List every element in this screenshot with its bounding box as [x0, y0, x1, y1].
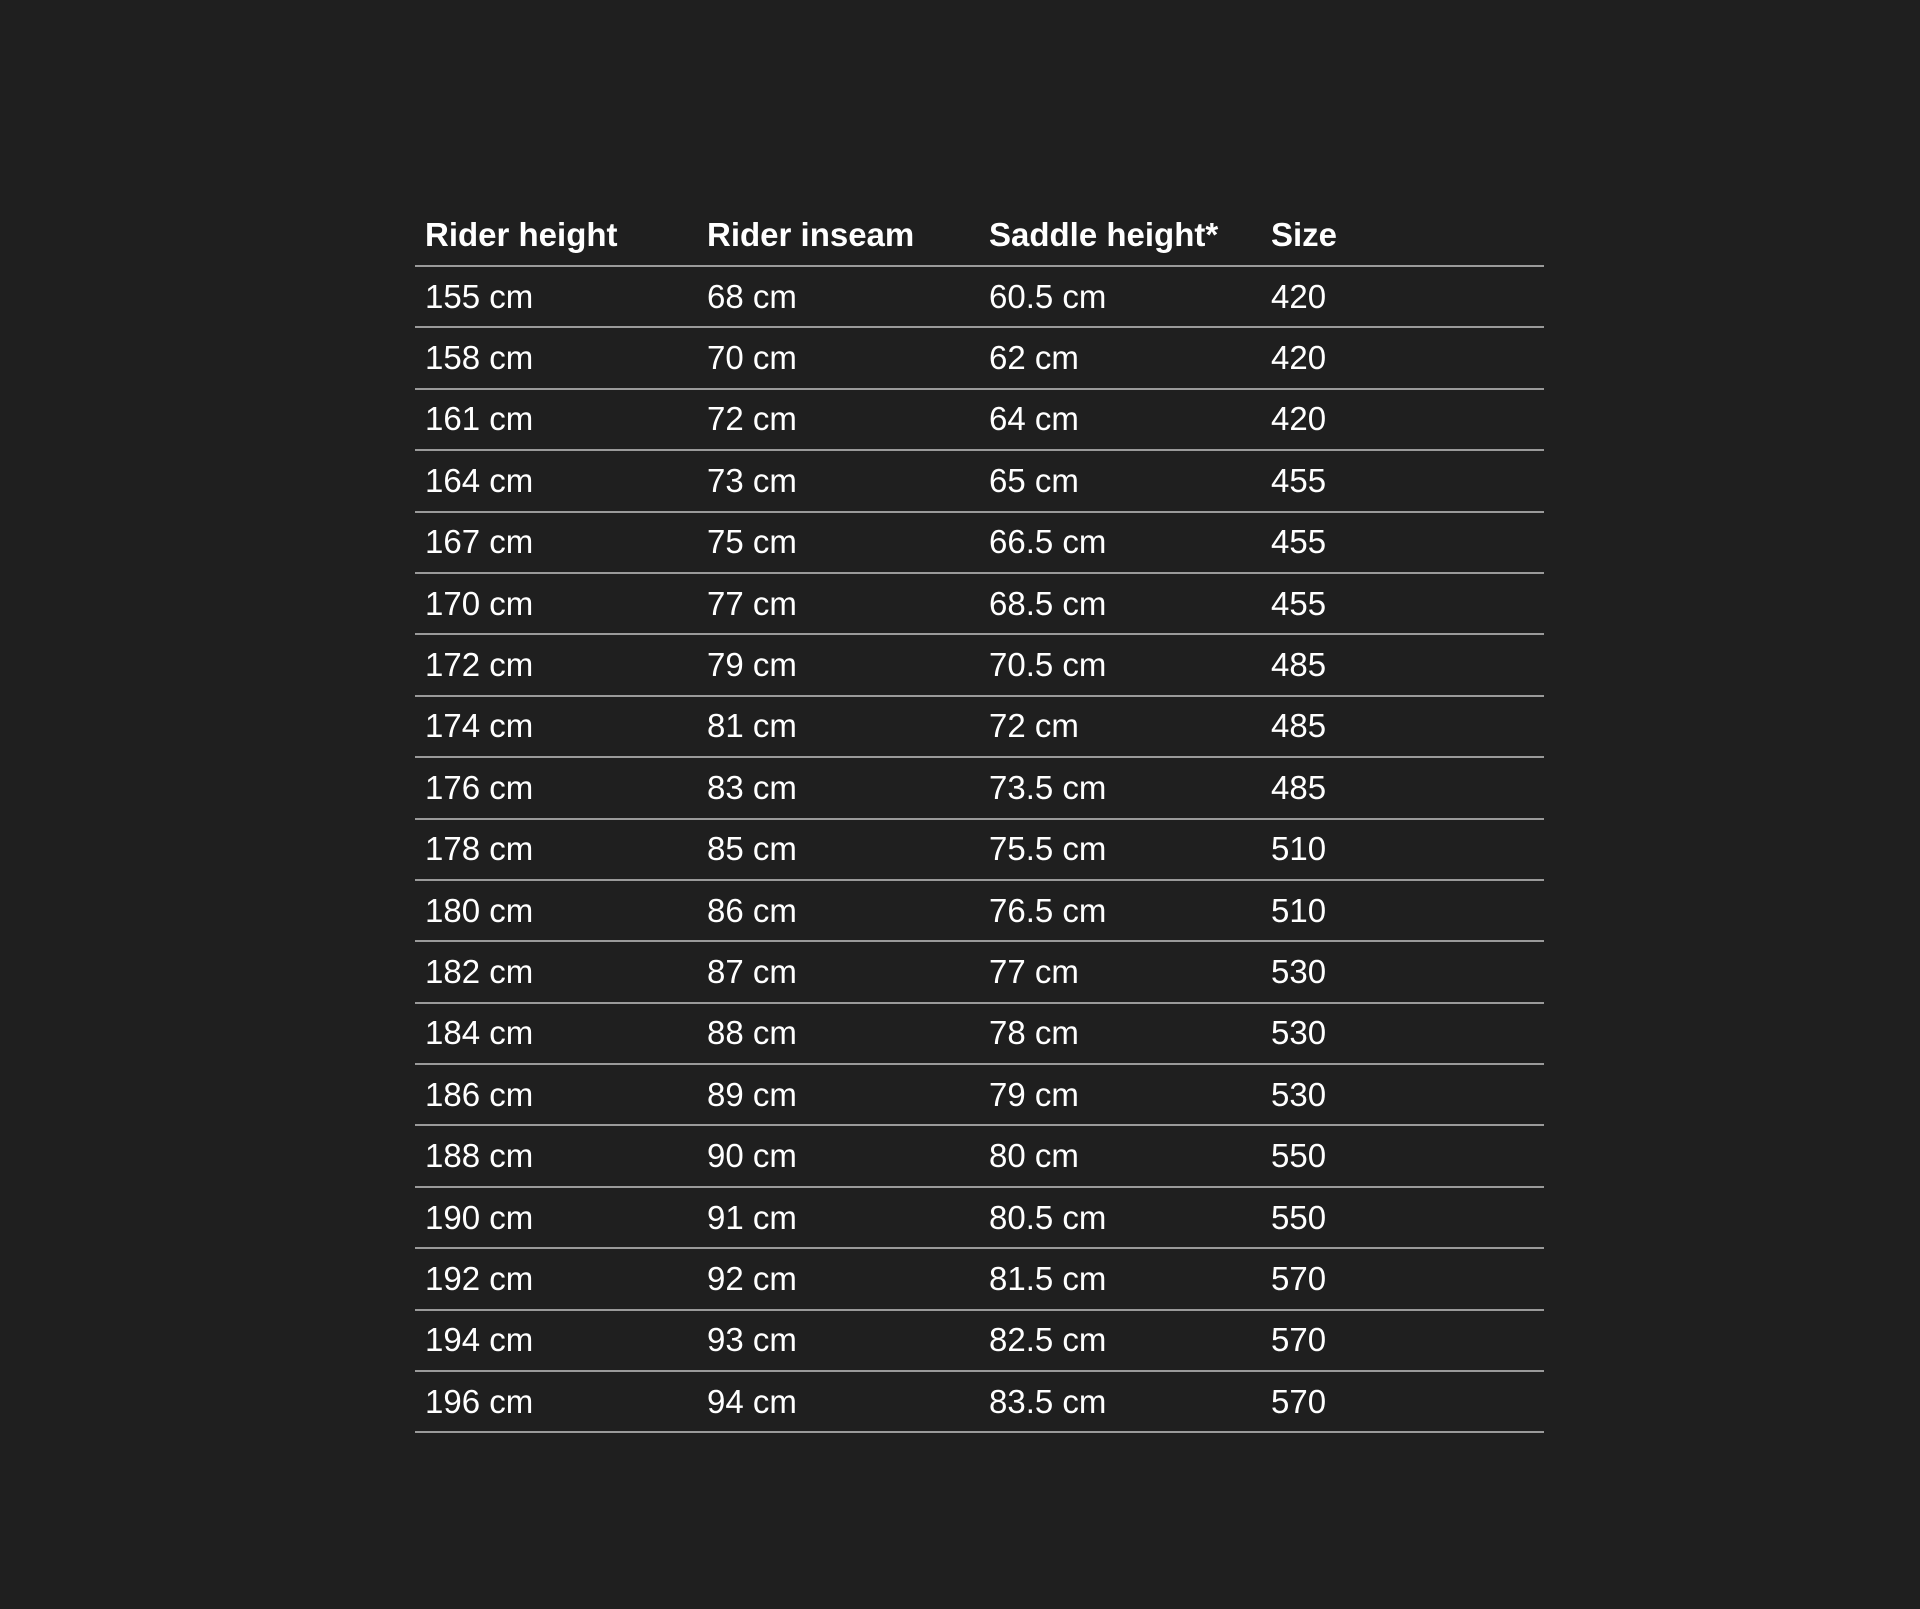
table-body — [415, 266, 1544, 1432]
cell-rider-height: 180 cm — [415, 880, 697, 941]
table-row — [415, 819, 1544, 880]
cell-rider-inseam: 68 cm — [697, 266, 979, 327]
cell-rider-height: 182 cm — [415, 941, 697, 1002]
cell-rider-height: 167 cm — [415, 512, 697, 573]
cell-rider-height: 184 cm — [415, 1003, 697, 1064]
cell-rider-inseam: 72 cm — [697, 389, 979, 450]
cell-saddle-height: 65 cm — [979, 450, 1261, 511]
cell-saddle-height: 70.5 cm — [979, 634, 1261, 695]
cell-size: 420 — [1261, 266, 1544, 327]
cell-rider-inseam: 90 cm — [697, 1125, 979, 1186]
table-row — [415, 1187, 1544, 1248]
cell-rider-height: 158 cm — [415, 327, 697, 388]
cell-saddle-height: 80.5 cm — [979, 1187, 1261, 1248]
cell-rider-height: 194 cm — [415, 1310, 697, 1371]
cell-size: 510 — [1261, 880, 1544, 941]
cell-rider-inseam: 92 cm — [697, 1248, 979, 1309]
cell-saddle-height: 62 cm — [979, 327, 1261, 388]
cell-saddle-height: 60.5 cm — [979, 266, 1261, 327]
table-row — [415, 757, 1544, 818]
cell-size: 530 — [1261, 1003, 1544, 1064]
cell-saddle-height: 72 cm — [979, 696, 1261, 757]
cell-size: 420 — [1261, 327, 1544, 388]
cell-saddle-height: 79 cm — [979, 1064, 1261, 1125]
header-row — [415, 205, 1544, 266]
cell-saddle-height: 66.5 cm — [979, 512, 1261, 573]
cell-rider-height: 186 cm — [415, 1064, 697, 1125]
table-row — [415, 512, 1544, 573]
cell-rider-height: 161 cm — [415, 389, 697, 450]
header-saddle-height: Saddle height* — [979, 205, 1261, 266]
size-chart-table — [415, 205, 1544, 1433]
cell-size: 455 — [1261, 573, 1544, 634]
cell-saddle-height: 77 cm — [979, 941, 1261, 1002]
cell-size: 485 — [1261, 757, 1544, 818]
cell-saddle-height: 82.5 cm — [979, 1310, 1261, 1371]
cell-saddle-height: 83.5 cm — [979, 1371, 1261, 1432]
cell-rider-height: 192 cm — [415, 1248, 697, 1309]
cell-size: 485 — [1261, 696, 1544, 757]
cell-rider-inseam: 87 cm — [697, 941, 979, 1002]
cell-rider-inseam: 93 cm — [697, 1310, 979, 1371]
cell-saddle-height: 75.5 cm — [979, 819, 1261, 880]
table-header — [415, 205, 1544, 266]
table-row — [415, 327, 1544, 388]
table-row — [415, 634, 1544, 695]
cell-rider-height: 196 cm — [415, 1371, 697, 1432]
cell-rider-height: 178 cm — [415, 819, 697, 880]
cell-size: 485 — [1261, 634, 1544, 695]
cell-saddle-height: 68.5 cm — [979, 573, 1261, 634]
table-row — [415, 696, 1544, 757]
cell-size: 510 — [1261, 819, 1544, 880]
cell-size: 550 — [1261, 1187, 1544, 1248]
cell-saddle-height: 73.5 cm — [979, 757, 1261, 818]
cell-rider-height: 170 cm — [415, 573, 697, 634]
cell-size: 455 — [1261, 512, 1544, 573]
cell-rider-height: 164 cm — [415, 450, 697, 511]
cell-rider-height: 176 cm — [415, 757, 697, 818]
cell-rider-inseam: 88 cm — [697, 1003, 979, 1064]
cell-size: 455 — [1261, 450, 1544, 511]
table-row — [415, 941, 1544, 1002]
cell-rider-height: 155 cm — [415, 266, 697, 327]
table-row — [415, 573, 1544, 634]
cell-size: 530 — [1261, 1064, 1544, 1125]
cell-rider-height: 188 cm — [415, 1125, 697, 1186]
cell-rider-inseam: 85 cm — [697, 819, 979, 880]
table-row — [415, 880, 1544, 941]
cell-rider-inseam: 75 cm — [697, 512, 979, 573]
cell-size: 420 — [1261, 389, 1544, 450]
table-row — [415, 1310, 1544, 1371]
cell-rider-inseam: 94 cm — [697, 1371, 979, 1432]
cell-rider-height: 190 cm — [415, 1187, 697, 1248]
header-rider-height: Rider height — [415, 205, 697, 266]
cell-saddle-height: 80 cm — [979, 1125, 1261, 1186]
cell-size: 530 — [1261, 941, 1544, 1002]
cell-rider-height: 174 cm — [415, 696, 697, 757]
table-row — [415, 1371, 1544, 1432]
cell-saddle-height: 64 cm — [979, 389, 1261, 450]
cell-size: 570 — [1261, 1371, 1544, 1432]
cell-rider-inseam: 77 cm — [697, 573, 979, 634]
table-row — [415, 1003, 1544, 1064]
cell-rider-inseam: 86 cm — [697, 880, 979, 941]
table-row — [415, 1248, 1544, 1309]
cell-rider-inseam: 83 cm — [697, 757, 979, 818]
cell-rider-inseam: 91 cm — [697, 1187, 979, 1248]
cell-rider-inseam: 81 cm — [697, 696, 979, 757]
cell-rider-inseam: 73 cm — [697, 450, 979, 511]
cell-rider-inseam: 79 cm — [697, 634, 979, 695]
table-row — [415, 389, 1544, 450]
cell-size: 570 — [1261, 1310, 1544, 1371]
cell-size: 550 — [1261, 1125, 1544, 1186]
table-row — [415, 450, 1544, 511]
table-row — [415, 266, 1544, 327]
cell-size: 570 — [1261, 1248, 1544, 1309]
header-size: Size — [1261, 205, 1544, 266]
table-row — [415, 1125, 1544, 1186]
cell-saddle-height: 81.5 cm — [979, 1248, 1261, 1309]
cell-rider-inseam: 89 cm — [697, 1064, 979, 1125]
cell-rider-inseam: 70 cm — [697, 327, 979, 388]
cell-saddle-height: 78 cm — [979, 1003, 1261, 1064]
cell-rider-height: 172 cm — [415, 634, 697, 695]
table-row — [415, 1064, 1544, 1125]
header-rider-inseam: Rider inseam — [697, 205, 979, 266]
cell-saddle-height: 76.5 cm — [979, 880, 1261, 941]
